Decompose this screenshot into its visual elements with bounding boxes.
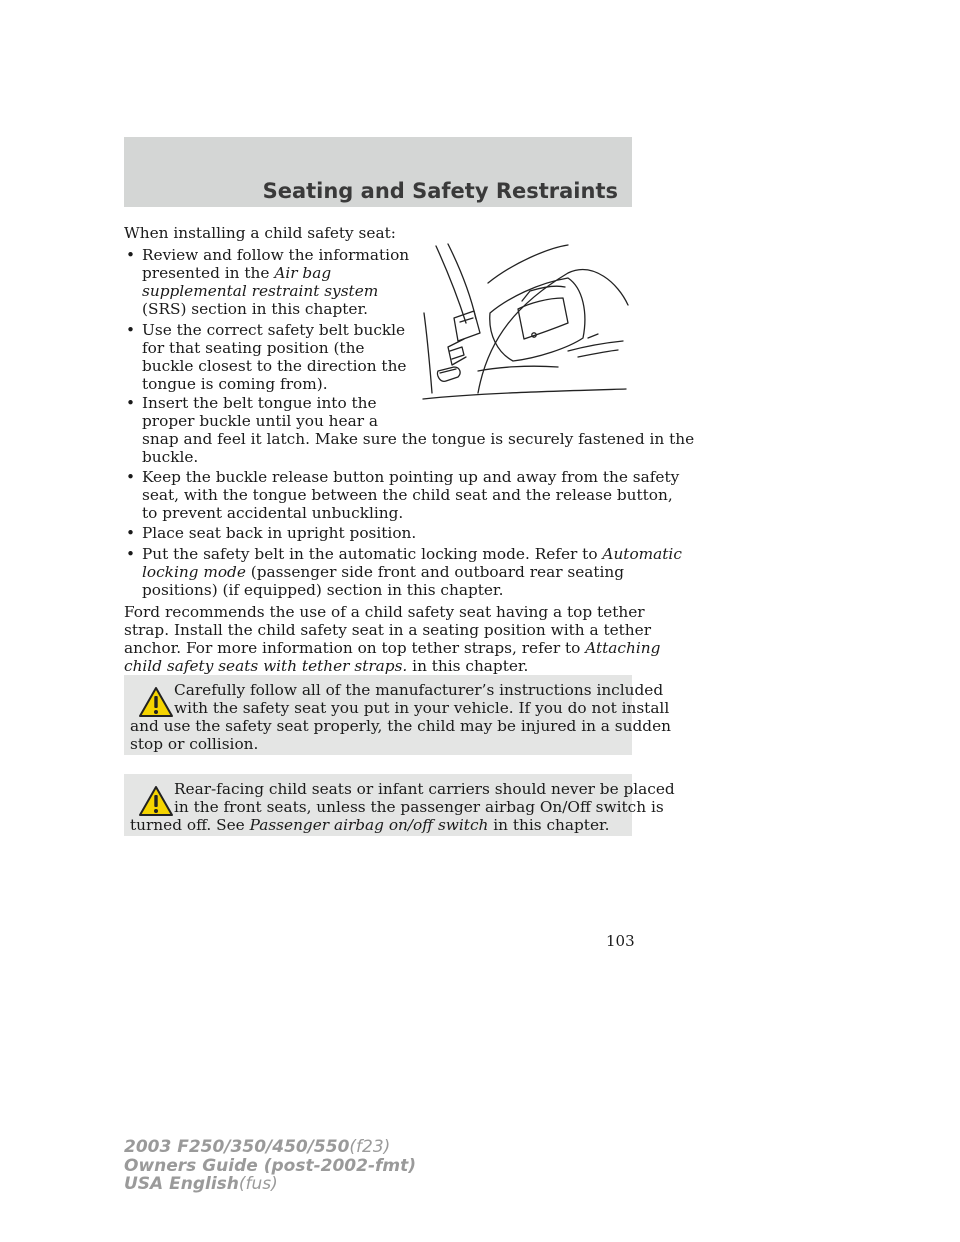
warning-triangle-icon <box>138 784 174 818</box>
section-title: Seating and Safety Restraints <box>262 179 618 203</box>
bullet-1-line-3: supplemental restraint system <box>142 282 379 300</box>
bullet-1-line-2: presented in the Air bag <box>142 264 332 282</box>
bullet-5-line-1: Place seat back in upright position. <box>142 524 417 542</box>
bullet-6-line-1: Put the safety belt in the automatic locking mode. Refer to Automatic <box>142 545 682 563</box>
bullet-3-line-1: Insert the belt tongue into the <box>142 394 377 412</box>
bullet-marker: • <box>126 545 136 563</box>
bullet-marker: • <box>126 246 136 264</box>
document-footer <box>124 1138 416 1194</box>
bullet-1-line-1: Review and follow the information <box>142 246 410 264</box>
bullet-4-line-1: Keep the buckle release button pointing up and away from the safety <box>142 468 680 486</box>
footer-guide-line: Owners Guide (post-2002-fmt) <box>124 1155 417 1176</box>
warning-1-line-3: and use the safety seat properly, the child may be injured in a sudden <box>130 717 671 735</box>
bullet-3-line-4: buckle. <box>142 448 199 466</box>
paragraph-line-4: child safety seats with tether straps. in this chapter. <box>124 657 529 675</box>
warning-2-line-3: turned off. See Passenger airbag on/off switch in this chapter. <box>130 816 610 834</box>
warning-box-2 <box>124 774 675 836</box>
intro-text: When installing a child safety seat: <box>124 224 396 242</box>
seatbelt-buckle-illustration <box>418 243 630 403</box>
warning-2-line-2: in the front seats, unless the passenger airbag On/Off switch is <box>174 798 664 816</box>
bullet-6-line-3: positions) (if equipped) section in this chapter. <box>142 581 504 599</box>
bullet-marker: • <box>126 394 136 412</box>
footer-language-line: USA English(fus) <box>124 1174 278 1194</box>
paragraph-line-1: Ford recommends the use of a child safety seat having a top tether <box>124 603 645 621</box>
warning-1-line-4: stop or collision. <box>130 735 259 753</box>
bullet-3-line-2: proper buckle until you hear a <box>142 412 379 430</box>
warning-2-line-1: Rear-facing child seats or infant carriers should never be placed <box>174 780 675 798</box>
bullet-2-line-2: for that seating position (the <box>142 339 365 357</box>
warning-triangle-icon <box>138 685 174 719</box>
bullet-marker: • <box>126 321 136 339</box>
bullet-marker: • <box>126 524 136 542</box>
bullet-marker: • <box>126 468 136 486</box>
bullet-2-line-4: tongue is coming from). <box>142 375 328 393</box>
bullet-4-line-3: to prevent accidental unbuckling. <box>142 504 404 522</box>
footer-model-line: 2003 F250/350/450/550(f23) <box>124 1137 391 1157</box>
warning-box-1 <box>124 675 671 755</box>
warning-1-line-2: with the safety seat you put in your vehicle. If you do not install <box>174 699 670 717</box>
bullet-2-line-1: Use the correct safety belt buckle <box>142 321 406 339</box>
bullet-1-line-4: (SRS) section in this chapter. <box>142 300 368 318</box>
page-number: 103 <box>606 932 635 950</box>
bullet-6-line-2: locking mode (passenger side front and outboard rear seating <box>142 563 625 581</box>
bullet-3-line-3: snap and feel it latch. Make sure the tongue is securely fastened in the <box>142 430 695 448</box>
header-band <box>124 137 632 207</box>
bullet-4-line-2: seat, with the tongue between the child seat and the release button, <box>142 486 673 504</box>
bullet-2-line-3: buckle closest to the direction the <box>142 357 407 375</box>
paragraph-line-2: strap. Install the child safety seat in a seating position with a tether <box>124 621 652 639</box>
warning-1-line-1: Carefully follow all of the manufacturer’s instructions included <box>174 681 664 699</box>
paragraph-line-3: anchor. For more information on top tether straps, refer to Attaching <box>124 639 661 657</box>
